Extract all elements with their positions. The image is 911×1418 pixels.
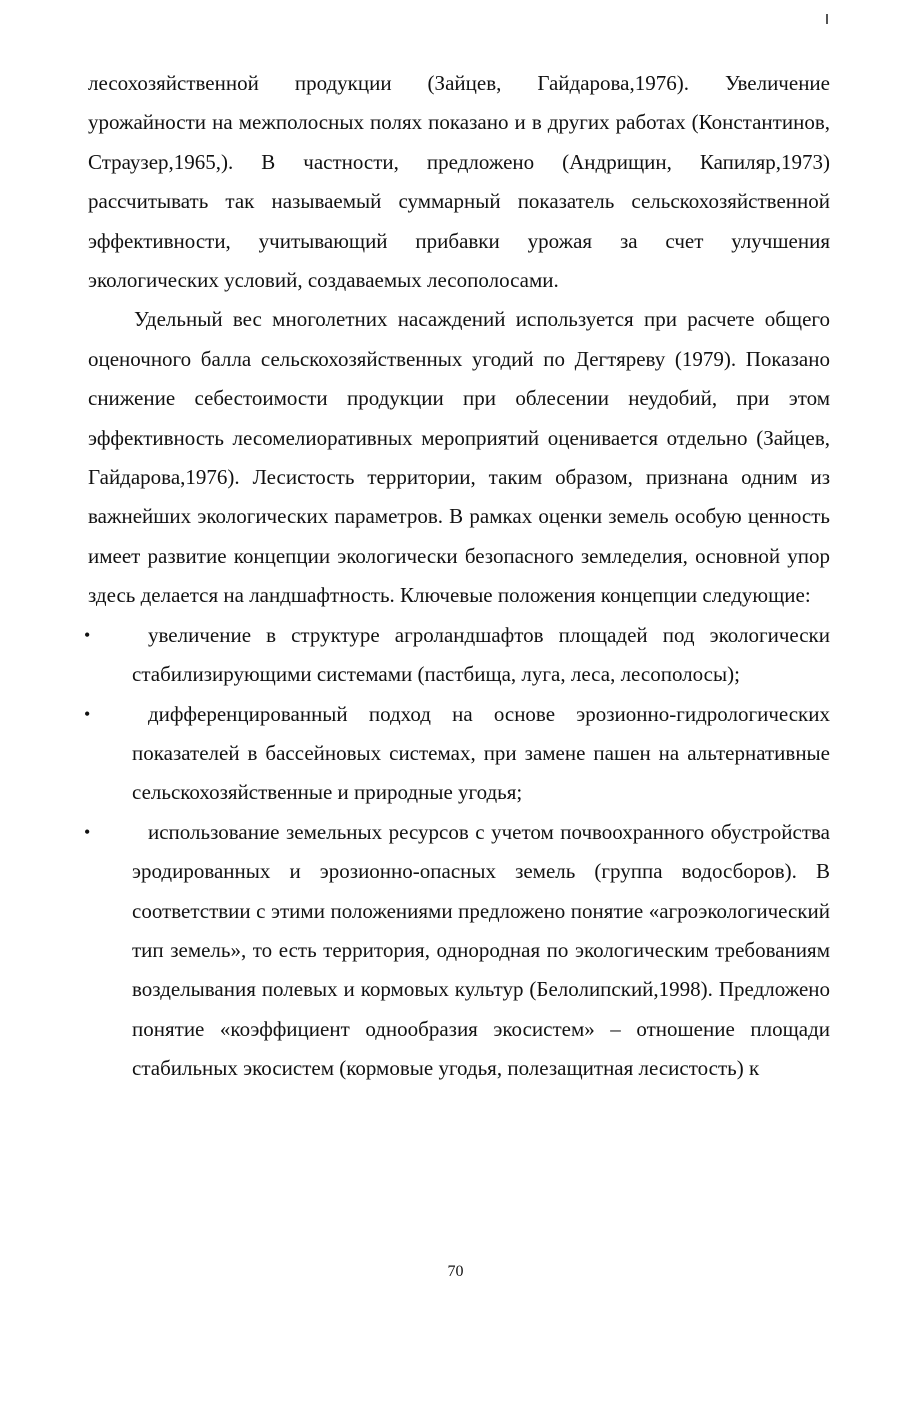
list-item-text: увеличение в структуре агроландшафтов площадей под экологически стабилизирующими системами (пастбища, луга, леса, лесополосы); [132, 622, 830, 687]
body-text [84, 64, 830, 1089]
bullet-icon: • [84, 624, 91, 645]
list-item-text: дифференцированный подход на основе эрозионно-гидрологических показателей в бассейновых системах, при замене пашен на альтернативные сельскохозяйственные и природные угодья; [132, 701, 830, 805]
bullet-list [84, 616, 830, 1089]
page-number: 70 [447, 1263, 464, 1280]
bullet-icon: • [84, 821, 91, 842]
list-item-text: использование земельных ресурсов с учетом почвоохранного обустройства эродированных и эрозионно-опасных земель (группа водосборов). В соответствии с этими положениями предложено понятие «агроэкологический тип земель», то есть территория, однородная по экологическим требованиям возделывания полевых и кормовых культур (Белолипский,1998). Предложено понятие «коэффициент однообразия экосистем» – отношение площади стабильных экосистем (кормовые угодья, полезащитная лесистость) к [132, 819, 830, 1081]
list-item [84, 695, 830, 813]
bullet-icon: • [84, 703, 91, 724]
paragraph-2: Удельный вес многолетних насаждений используется при расчете общего оценочного балла сельскохозяйственных угодий по Дегтяреву (1979). Показано снижение себестоимости продукции при облесении неудобий, при этом эффективность лесомелиоративных мероприятий оценивается отдельно (Зайцев, Гайдарова,1976). Лесистость территории, таким образом, признана одним из важнейших экологических параметров. В рамках оценки земель особую ценность имеет развитие концепции экологически безопасного земледелия, основной упор здесь делается на ландшафтность. Ключевые положения концепции следующие: [88, 307, 830, 608]
list-item [84, 616, 830, 695]
list-item [84, 813, 830, 1089]
paragraph-1: лесохозяйственной продукции (Зайцев, Гайдарова,1976). Увеличение урожайности на межполосных полях показано и в других работах (Константинов, Страузер,1965,). В частности, предложено (Андрищин, Капиляр,1973) рассчитывать так называемый суммарный показатель сельскохозяйственной эффективности, учитывающий прибавки урожая за счет улучшения экологических условий, создаваемых лесополосами. [88, 71, 830, 293]
scan-mark [826, 14, 828, 24]
